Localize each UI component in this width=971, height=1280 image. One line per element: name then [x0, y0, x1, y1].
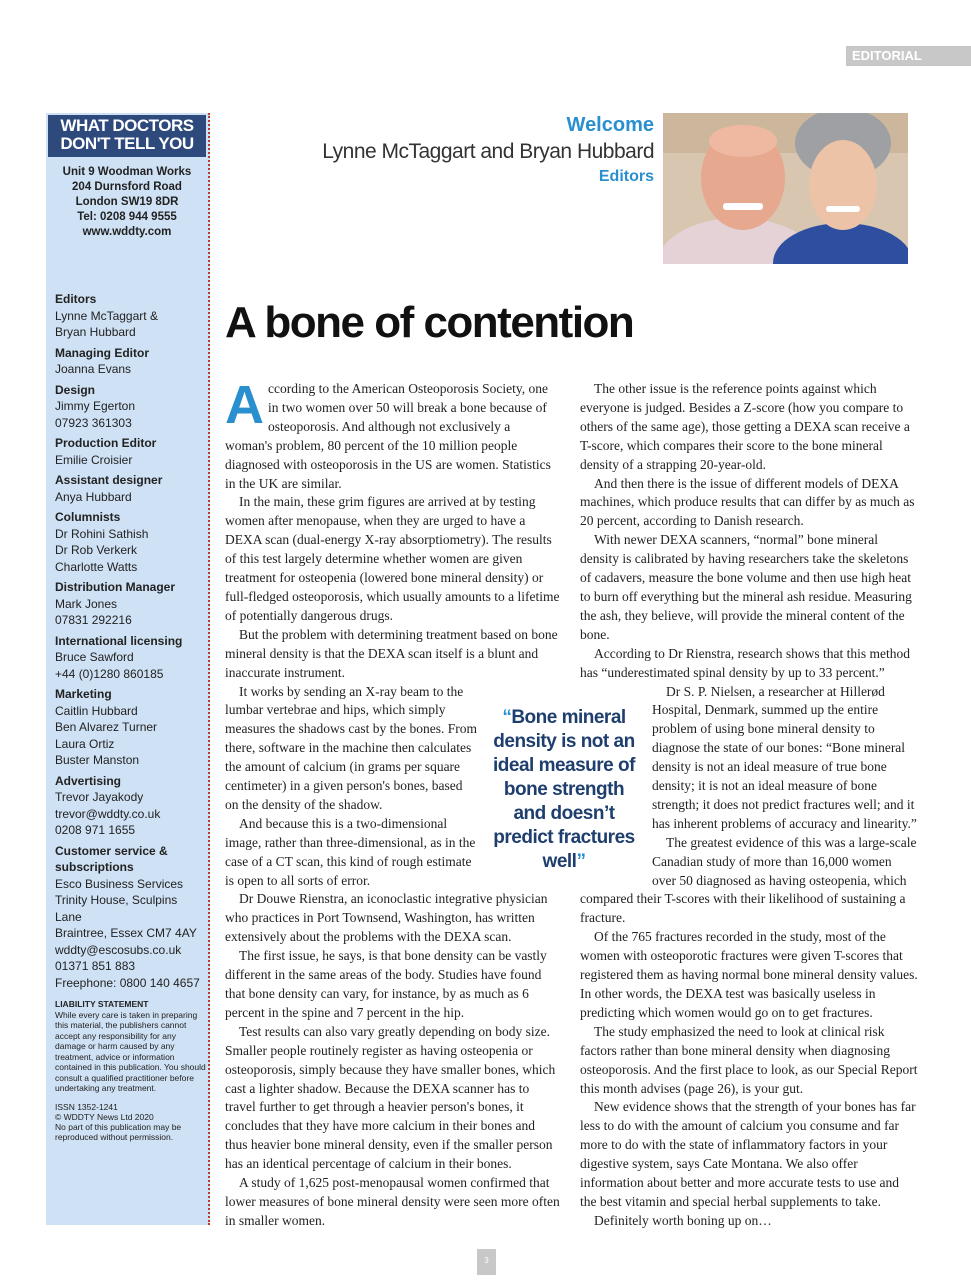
- staff-entry: wddty@escosubs.co.uk: [55, 942, 182, 957]
- staff-entry: 0208 971 1655: [55, 823, 136, 837]
- address-line: 204 Durnsford Road: [72, 181, 182, 193]
- open-quote-icon: “: [502, 707, 512, 728]
- editors-photo: [663, 113, 908, 264]
- article-paragraph: Test results can also vary greatly depending on body size. Smaller people routinely register as having osteopenia or osteoporosis, simply because they have smaller bones, which cast a lighter shadow. Because the DEXA scanner has to travel further to get through a heavier person's bones, it concludes that they have more calcium in their bones and thus heavier bone mineral density, even if the smaller person has an identical percentage of calcium in their bones.: [225, 1023, 556, 1172]
- staff-role: Managing Editor: [55, 345, 149, 360]
- address-phone: Tel: 0208 944 9555: [77, 211, 177, 223]
- staff-entry: +44 (0)1280 860185: [55, 666, 164, 681]
- article-paragraph: And then there is the issue of different models of DEXA machines, which produce results that can differ by as much as 20 percent, according to Danish research.: [580, 475, 915, 529]
- editors-photo-illustration: [663, 113, 908, 264]
- address-block: [46, 165, 208, 240]
- article-paragraph: It works by sending an X-ray beam to the lumbar vertebrae and hips, which simply measures the shadows cast by the bones. From there, software in the machine then calculates the amount of calcium (in grams per square centimeter) in a given person's bones, based on the density of the shadow.: [225, 683, 477, 812]
- article-paragraph: Of the 765 fractures recorded in the study, most of the women with osteoporotic fractures were given T-scores that registered them as having normal bone mineral density values. In other words, the DEXA test was basically useless in predicting which women would go on to get fractures.: [580, 929, 918, 1020]
- address-line: Unit 9 Woodman Works: [62, 166, 192, 178]
- editor-role: Editors: [598, 168, 654, 185]
- liability-title: LIABILITY STATEMENT: [55, 999, 149, 1009]
- article-paragraph: Dr S. P. Nielsen, a researcher at Hillerød Hospital, Denmark, summed up the entire problem of using bone mineral density to diagnose the state of our bones: “Bone mineral density is not an ideal measure of true bone density; it is not an ideal measure of bone strength; it does not predict fractures well; and it has inherent problems of accuracy and linearity.”: [652, 683, 917, 831]
- logo-line-1: WHAT DOCTORS: [60, 116, 194, 135]
- staff-entry: trevor@wddty.co.uk: [55, 806, 161, 821]
- staff-entry: 01371 851 883: [55, 959, 136, 973]
- section-tab: EDITORIAL: [846, 46, 971, 66]
- staff-entry: Trinity House, Sculpins Lane: [55, 893, 178, 924]
- staff-role: Customer service & subscriptions: [55, 843, 168, 874]
- staff-list: [55, 287, 207, 1142]
- article-paragraph: The greatest evidence of this was a large-scale Canadian study of more than 16,000 women over 50 diagnosed as having osteopenia, which compared their T-scores with their likelihood of sustaining a fracture.: [580, 834, 917, 926]
- staff-role: International licensing: [55, 633, 183, 648]
- article-paragraph: According to Dr Rienstra, research shows that this method has “underestimated spinal density by up to 33 percent.”: [580, 645, 911, 680]
- staff-entry: Esco Business Services: [55, 876, 184, 891]
- article-headline: A bone of contention: [225, 298, 634, 347]
- article-paragraph: [225, 375, 560, 493]
- editor-names: Lynne McTaggart and Bryan Hubbard: [322, 140, 654, 163]
- staff-entry: Lynne McTaggart &: [55, 308, 158, 323]
- staff-role: Design: [55, 382, 96, 397]
- staff-entry: Laura Ortiz: [55, 736, 115, 751]
- issn-block: [55, 1102, 207, 1142]
- pull-quote: [486, 706, 642, 874]
- staff-role: Advertising: [55, 773, 122, 788]
- staff-entry: Mark Jones: [55, 596, 118, 611]
- staff-entry: Ben Alvarez Turner: [55, 720, 158, 734]
- pull-quote-text: Bone mineral density is not an ideal measure of bone strength and doesn’t predict fractures well: [493, 707, 635, 872]
- liability-statement: [55, 999, 207, 1094]
- staff-entry: Caitlin Hubbard: [55, 703, 138, 718]
- issn-line: © WDDTY News Ltd 2020: [55, 1111, 154, 1122]
- staff-entry: Trevor Jayakody: [55, 790, 144, 804]
- article-paragraph: In the main, these grim figures are arrived at by testing women after menopause, when they are urged to have a DEXA scan (dual-energy X-ray absorptiometry). The results of this test largely determine whether women are given treatment for osteopenia (lowered bone mineral density) or full-fledged osteoporosis, which usually amounts to a lifetime of potentially dangerous drugs.: [225, 494, 560, 623]
- staff-entry: Jimmy Egerton: [55, 399, 136, 413]
- page-number: 3: [477, 1249, 496, 1275]
- article-paragraph: With newer DEXA scanners, “normal” bone mineral density is calibrated by having researchers take the skeletons of cadavers, measure the bone volume and then use high heat to burn off everything but the mineral ash residue. Measuring the ash, they believe, will provide the mineral content of the bone.: [580, 532, 912, 642]
- welcome-block: [300, 113, 654, 187]
- address-line: London SW19 8DR: [75, 196, 179, 208]
- staff-entry: Joanna Evans: [55, 362, 132, 376]
- article-paragraph: But the problem with determining treatment based on bone mineral density is that the DEXA scan itself is a blunt and inaccurate instrument.: [225, 626, 558, 680]
- article-paragraph: Dr Douwe Rienstra, an iconoclastic integrative physician who practices in Port Townsend, Washington, has written extensively about the problems with the DEXA scan.: [225, 891, 548, 945]
- masthead-sidebar: [46, 113, 210, 1225]
- issn-line: ISSN 1352-1241: [55, 1101, 118, 1112]
- staff-role: Production Editor: [55, 436, 157, 450]
- staff-entry: Braintree, Essex CM7 4AY: [55, 926, 197, 940]
- staff-entry: Bryan Hubbard: [55, 325, 136, 339]
- welcome-title: Welcome: [566, 114, 654, 136]
- issn-line: No part of this publication may be reproduced without permission.: [55, 1121, 182, 1142]
- article-paragraph: The first issue, he says, is that bone density can be vastly different in the same areas of the body. Studies have found that bone density can vary, for instance, by as much as 6 percent in the spine and 7 percent in the hip.: [225, 948, 547, 1020]
- staff-entry: Buster Manston: [55, 753, 140, 767]
- staff-entry: Dr Rob Verkerk: [55, 543, 138, 557]
- staff-entry: Anya Hubbard: [55, 489, 132, 504]
- staff-role: Marketing: [55, 687, 112, 701]
- article-paragraph: New evidence shows that the strength of your bones has far less to do with the amount of calcium you consume and far more to do with the state of inflammatory factors in your digestive system, says Cate Montana. We also offer information about better and more accurate tests to use and the best vitamin and special herbal supplements to take.: [580, 1099, 916, 1209]
- wddty-logo: [48, 115, 206, 157]
- drop-cap: A: [225, 375, 264, 435]
- article-paragraph: Definitely worth boning up on…: [594, 1212, 772, 1228]
- staff-entry: Dr Rohini Sathish: [55, 526, 149, 541]
- article-paragraph: And because this is a two-dimensional image, rather than three-dimensional, as in the case of a CT scan, this kind of rough estimate is open to all sorts of error.: [225, 815, 476, 888]
- staff-entry: 07923 361303: [55, 415, 132, 430]
- paragraph-text: ccording to the American Osteoporosis Society, one in two women over 50 will break a bone because of osteoporosis. And although not exclusively a woman's problem, 80 percent of the 10 million people diagnosed with osteoporosis in the US are women. Statistics in the UK are similar.: [225, 381, 551, 491]
- staff-role: Distribution Manager: [55, 580, 176, 594]
- logo-line-2: DON'T TELL YOU: [60, 134, 194, 153]
- staff-entry: Bruce Sawford: [55, 650, 134, 664]
- staff-role: Columnists: [55, 510, 121, 524]
- address-website: www.wddty.com: [82, 226, 172, 238]
- staff-entry: 07831 292216: [55, 613, 132, 627]
- article-paragraph: The other issue is the reference points against which everyone is judged. Besides a Z-score (how you compare to others of the same age), those getting a DEXA scan receive a T-score, which compares their score to the bone mineral density of a strapping 20-year-old.: [580, 381, 910, 472]
- staff-entry: Freephone: 0800 140 4657: [55, 975, 200, 990]
- staff-role: Assistant designer: [55, 473, 163, 487]
- staff-entry: Charlotte Watts: [55, 559, 138, 574]
- article-paragraph: The study emphasized the need to look at clinical risk factors rather than bone mineral density when diagnosing osteoporosis. And the first place to look, as our Special Report this month advises (page 26), is your gut.: [580, 1023, 918, 1096]
- liability-text: While every care is taken in preparing this material, the publishers cannot accept any responsibility for any damage or harm caused by any treatment, advice or information contained in this publication. You should consult a qualified practitioner before undertaking any treatment.: [55, 1009, 206, 1093]
- close-quote-icon: ”: [576, 851, 586, 872]
- staff-entry: Emilie Croisier: [55, 452, 133, 467]
- staff-role: Editors: [55, 292, 97, 306]
- article-paragraph: A study of 1,625 post-menopausal women confirmed that lower measures of bone mineral density were seen more often in smaller women.: [225, 1175, 560, 1228]
